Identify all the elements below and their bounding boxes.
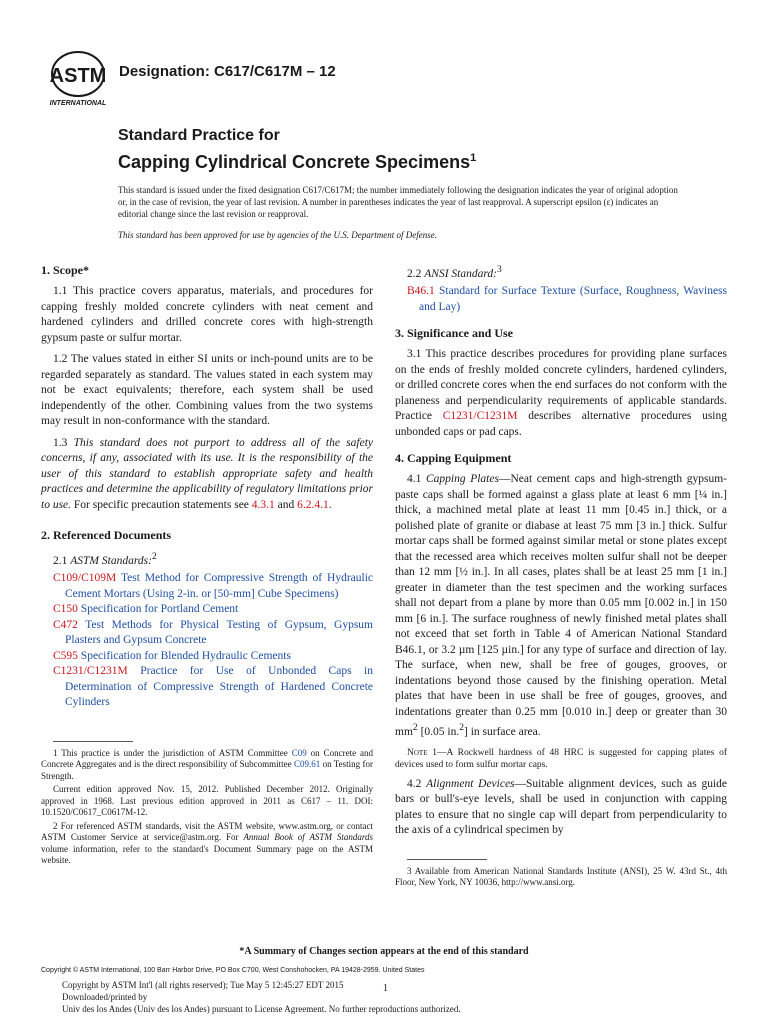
logo-text: ASTM — [49, 65, 107, 87]
para-4-2-italic: Alignment Devices — [426, 777, 515, 790]
para-1-3-tail: For specific precaution statements see — [73, 498, 249, 511]
download-line3: Univ des los Andes (Univ des los Andes) pursuant to License Agreement. No further reproductions authorized. — [62, 1004, 461, 1014]
right-column — [395, 262, 727, 891]
para-4-2-num: 4.2 — [407, 777, 422, 790]
fn2-a: 2 For referenced ASTM standards, visit the ASTM website, www.astm.org, or contact ASTM Customer Service at service@astm.org. For — [41, 820, 373, 843]
para-3-1-b: describes alternative procedures using unbonded caps or pad caps. — [395, 410, 728, 438]
ref-item[interactable] — [53, 602, 373, 618]
title-footnote-mark: 1 — [470, 152, 477, 164]
summary-notice: *A Summary of Changes section appears at the end of this standard — [239, 946, 529, 957]
fn1-a: 1 This practice is under the jurisdiction of ASTM Committee — [53, 747, 288, 758]
para-1-3 — [41, 436, 373, 514]
para-4-1-sup: 2 — [412, 722, 418, 734]
link-c09-61[interactable]: C09.61 — [294, 759, 321, 770]
para-2-2-num: 2.2 — [407, 267, 422, 280]
link-6-2-4-1[interactable]: 6.2.4.1 — [297, 498, 329, 511]
ref-item[interactable] — [53, 618, 373, 649]
ref-item[interactable] — [53, 664, 373, 711]
para-2-2-sup: 3 — [496, 264, 502, 275]
logo-subtext: INTERNATIONAL — [49, 100, 107, 107]
ref-item[interactable] — [53, 571, 373, 602]
section-3-heading: 3. Significance and Use — [395, 326, 514, 341]
para-2-1-sup: 2 — [151, 551, 157, 562]
para-1-3-italic: This standard does not purport to address all of the safety concerns, if any, associated with its use. It is the responsibility of the user of this standard to establish appropriate safety and health practices and determine the applicability of regulatory limitations prior to use. — [41, 436, 374, 511]
footnote-divider — [53, 741, 133, 742]
ansi-title[interactable]: Standard for Surface Texture (Surface, Roughness, Waviness and Lay) — [419, 285, 728, 313]
para-1-2: 1.2 The values stated in either SI units or inch-pound units are to be regarded separately as standard. The values stated in each system may not be exact equivalents; therefore, each system shall be used independently of the other. Combining values from the two systems may result in non-conformance with the standard. — [41, 353, 373, 427]
para-2-1-text: ASTM Standards: — [70, 554, 152, 567]
ref-code[interactable]: C150 — [53, 603, 78, 616]
para-4-1 — [395, 472, 727, 740]
ref-code[interactable]: C472 — [53, 618, 78, 631]
title-text: Capping Cylindrical Concrete Specimens — [118, 152, 471, 172]
approval-text: This standard has been approved for use by agencies of the U.S. Department of Defense. — [118, 230, 438, 240]
para-4-2-text: —Suitable alignment devices, such as guide bars or bull's-eye levels, shall be used in conjunction with capping plates to ensure that no single cap will depart from perpendicularity to the axis of a cylindrical specimen by — [395, 777, 727, 837]
link-c1231[interactable]: C1231/C1231M — [442, 410, 518, 423]
footnote-1 — [41, 748, 373, 783]
footnote-divider — [407, 859, 487, 860]
section-2-heading: 2. Referenced Documents — [41, 528, 172, 542]
section-4-heading: 4. Capping Equipment — [395, 451, 512, 466]
ref-item[interactable] — [53, 649, 373, 665]
fn2-italic: Annual Book of ASTM Standards — [243, 832, 373, 843]
ansi-code[interactable]: B46.1 — [407, 285, 435, 298]
para-2-2 — [395, 262, 727, 282]
footnote-2 — [41, 821, 373, 867]
link-c09[interactable]: C09 — [291, 747, 307, 758]
note-1 — [395, 747, 727, 771]
ref-title[interactable]: Specification for Portland Cement — [80, 603, 239, 616]
para-1-1: 1.1 This practice covers apparatus, materials, and procedures for capping freshly molded concrete cylinders with neat cement and hardened cylinders and drilled concrete cores with high-strength gypsum paste or sulfur mortar. — [41, 285, 373, 344]
title-block — [118, 126, 678, 174]
page-title — [118, 146, 678, 174]
download-line2: Downloaded/printed by — [62, 992, 148, 1002]
para-4-1-text: —Neat cement caps and high-strength gypsum-paste caps shall be formed against a glass plate at least 6 mm [¼ in.] thick, a machined metal plate at least 11 mm [0.45 in.] thick, or a polished plate of granite or diabase at least 75 mm [3 in.] thick. Sulfur mortar caps shall be formed against similar metal or stone plates except that the recessed area which receives molten sulfur shall not be deeper than 12 mm [½ in.]. In all cases, plates shall be at least 25 mm [1 in.] greater in diameter than the test specimen and the working surfaces shall not depart from a plane by more than 0.05 mm [0.002 in.] in 150 mm [6 in.]. The surface roughness of newly finished metal plates shall not exceed that set forth in Table 4 of American National Standard B46.1, or 3.2 µm [125 µin.] for any type of surface and direction of lay. The surface, when new, shall be free of gouges, grooves, or indentations beyond those caused by the finishing operation. Metal plates that have been in use shall be free of gouges, grooves, and indentations greater than 0.25 mm [0.010 in.] deep or greater than 30 mm — [395, 473, 727, 739]
fn2-b: volume information, refer to the standard's Document Summary page on the ASTM website. — [41, 843, 373, 866]
para-3-1 — [395, 347, 727, 440]
para-4-1-end2: ] in surface area. — [464, 726, 541, 739]
ref-title[interactable]: Test Methods for Physical Testing of Gypsum, Gypsum Plasters and Gypsum Concrete — [65, 618, 373, 647]
download-line1: Copyright by ASTM Int'l (all rights reserved); Tue May 5 12:45:27 EDT 2015 — [62, 980, 344, 990]
fn1-c: on Testing for Strength. — [41, 759, 374, 781]
para-2-1-num: 2.1 — [53, 554, 68, 567]
designation: Designation: C617/C617M – 12 — [119, 63, 336, 80]
title-line1: Standard Practice for — [118, 127, 280, 144]
page-number: 1 — [383, 983, 388, 994]
ansi-ref[interactable] — [407, 284, 727, 315]
para-4-1-italic: Capping Plates — [425, 473, 499, 486]
ref-code[interactable]: C595 — [53, 649, 78, 662]
link-4-3-1[interactable]: 4.3.1 — [251, 498, 275, 511]
astm-logo — [44, 50, 112, 108]
para-2-2-text: ANSI Standard: — [424, 267, 497, 280]
ref-title[interactable]: Test Method for Compressive Strength of Hydraulic Cement Mortars (Using 2-in. or [50-mm] Cube Specimens) — [65, 572, 374, 600]
para-3-1-a: 3.1 This practice describes procedures for providing plane surfaces on the ends of freshly molded concrete cylinders, hardened cylinders, or drilled concrete cores when the end surfaces do not conform with the planeness and perpendicularity requirements of applicable standards. Practice — [395, 348, 727, 423]
and-text: and — [277, 498, 295, 511]
para-1-3-num: 1.3 — [53, 436, 68, 449]
ref-title[interactable]: Practice for Use of Unbonded Caps in Determination of Compressive Strength of Hardened Concrete Cylinders — [65, 665, 373, 709]
copyright-line: Copyright © ASTM International, 100 Barr Harbor Drive, PO Box C700, West Conshohocken, PA 19428-2959. United States — [41, 967, 425, 974]
para-2-1 — [41, 549, 373, 569]
section-1-heading: 1. Scope* — [41, 263, 89, 277]
left-column — [41, 262, 373, 869]
para-4-1-sup2: 2 — [459, 722, 465, 734]
para-4-2 — [395, 777, 727, 839]
note-label: Note 1 — [407, 747, 437, 758]
fn1-b: on Concrete and Concrete Aggregates and is the direct responsibility of Subcommittee — [41, 747, 373, 770]
footnote-3: 3 Available from American National Standards Institute (ANSI), 25 W. 43rd St., 4th Floor, New York, NY 10036, http://www.ansi.org. — [395, 865, 727, 888]
footnote-1-dates: Current edition approved Nov. 15, 2012. Published December 2012. Originally approved in 1968. Last previous edition approved in 2011 as C617 – 11. DOI: 10.1520/C0617_C0617M-12. — [41, 784, 373, 818]
ref-code[interactable]: C1231/C1231M — [53, 665, 128, 678]
intro-text: This standard is issued under the fixed designation C617/C617M; the number immediately following the designation indicates the year of original adoption or, in the case of revision, the year of last revision. A number in parentheses indicates the year of last reapproval. A superscript epsilon (ε) indicates an editorial change since the last revision or reapproval. — [118, 185, 678, 219]
para-4-1-end: [0.05 in. — [420, 726, 460, 739]
para-4-1-num: 4.1 — [407, 473, 422, 486]
ref-title[interactable]: Specification for Blended Hydraulic Cements — [80, 649, 291, 662]
download-info — [62, 979, 461, 1015]
period: . — [328, 498, 332, 511]
note-text: —A Rockwell hardness of 48 HRC is suggested for capping plates of devices used to form sulfur mortar caps. — [395, 747, 727, 770]
ref-code[interactable]: C109/C109M — [53, 572, 117, 585]
